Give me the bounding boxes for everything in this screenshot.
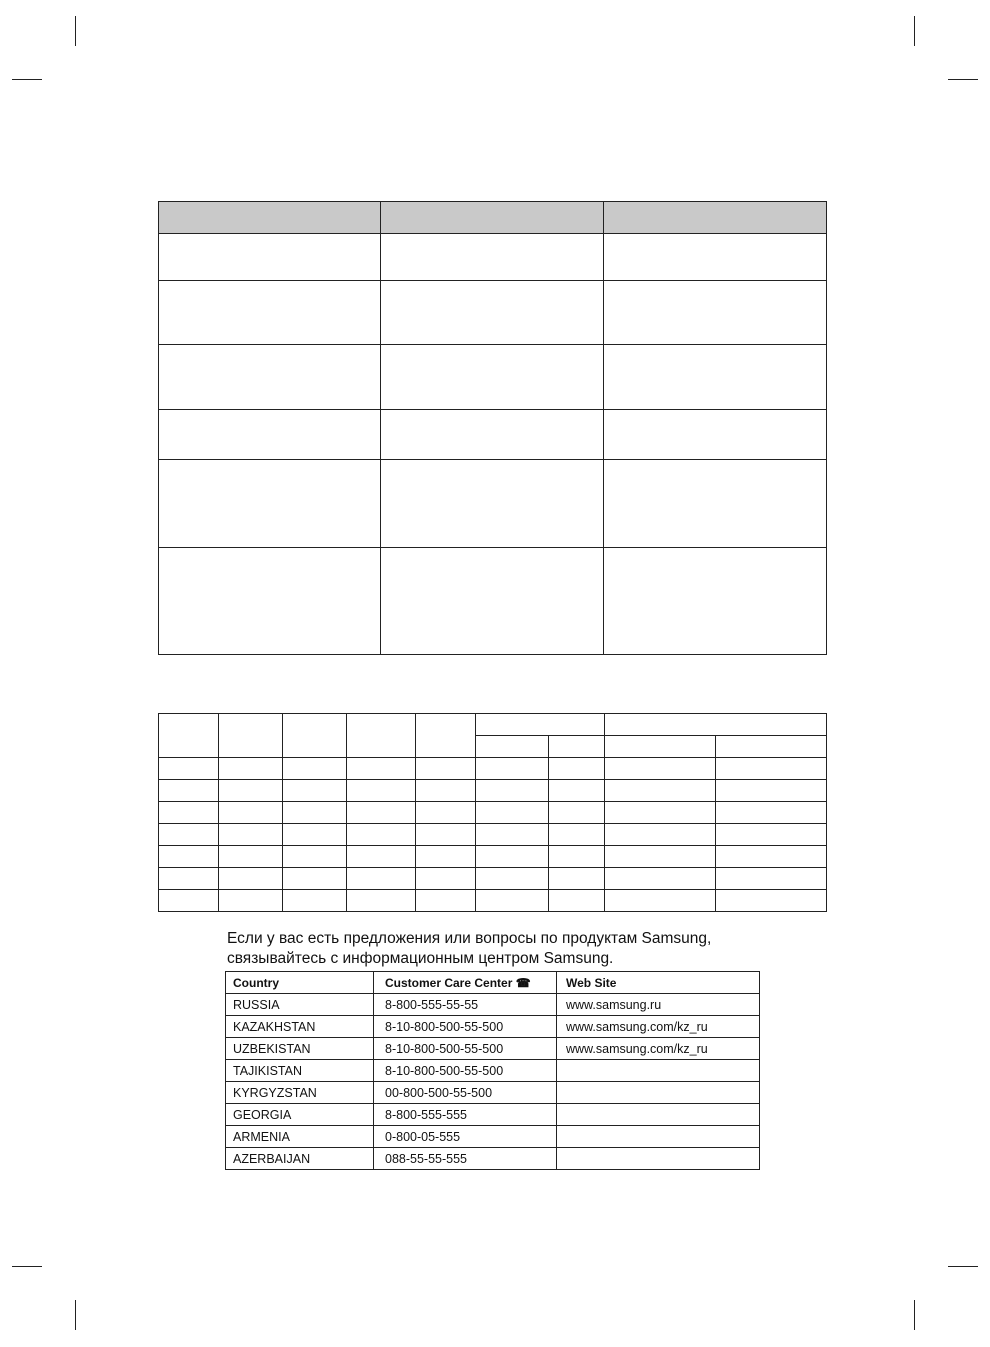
phone-cell: 8-800-555-55-55 (374, 994, 557, 1016)
phone-cell: 8-800-555-555 (374, 1104, 557, 1126)
crop-mark-top-right (914, 16, 915, 46)
phone-cell: 088-55-55-555 (374, 1148, 557, 1170)
country-cell: UZBEKISTAN (226, 1038, 374, 1060)
web-cell (557, 1148, 760, 1170)
phone-cell: 8-10-800-500-55-500 (374, 1016, 557, 1038)
country-cell: KAZAKHSTAN (226, 1016, 374, 1038)
crop-mark-top-right-h (948, 79, 978, 80)
customer-care-table (225, 971, 760, 1170)
phone-cell: 8-10-800-500-55-500 (374, 1038, 557, 1060)
crop-mark-top-left (75, 16, 76, 46)
intro-line-1: Если у вас есть предложения или вопросы по продуктам Samsung, (227, 930, 712, 947)
table-row (159, 890, 827, 912)
crop-mark-bottom-left (75, 1300, 76, 1330)
country-cell: KYRGYZSTAN (226, 1082, 374, 1104)
empty-grid-table-2 (158, 713, 827, 912)
table-row (159, 802, 827, 824)
web-link[interactable]: www.samsung.com/kz_ru (557, 1016, 760, 1038)
country-cell: GEORGIA (226, 1104, 374, 1126)
phone-cell: 00-800-500-55-500 (374, 1082, 557, 1104)
table-row (159, 281, 827, 345)
table-row (159, 758, 827, 780)
table-row (226, 1060, 760, 1082)
web-link[interactable]: www.samsung.com/kz_ru (557, 1038, 760, 1060)
table-row (159, 780, 827, 802)
crop-mark-bottom-right (914, 1300, 915, 1330)
table-row (159, 846, 827, 868)
table-row (159, 460, 827, 548)
web-link[interactable]: www.samsung.ru (557, 994, 760, 1016)
empty-grid-table-1 (158, 201, 827, 655)
crop-mark-bottom-left-h (12, 1266, 42, 1267)
table-header-row (159, 202, 827, 234)
crop-mark-bottom-right-h (948, 1266, 978, 1267)
table-row (226, 1126, 760, 1148)
care-center-header (374, 972, 557, 994)
country-cell: TAJIKISTAN (226, 1060, 374, 1082)
table-row (159, 868, 827, 890)
table-row (159, 824, 827, 846)
phone-icon: ☎ (515, 975, 531, 990)
table-row (159, 548, 827, 655)
web-cell (557, 1126, 760, 1148)
table-row (226, 1104, 760, 1126)
web-cell (557, 1104, 760, 1126)
web-cell (557, 1060, 760, 1082)
country-cell: RUSSIA (226, 994, 374, 1016)
web-cell (557, 1082, 760, 1104)
country-header: Country (226, 972, 374, 994)
intro-line-2: связывайтесь с информационным центром Samsung. (227, 950, 614, 967)
care-center-label: Customer Care Center (385, 975, 513, 990)
table-row (226, 1082, 760, 1104)
table-header-row (159, 714, 827, 736)
table-row (226, 1016, 760, 1038)
table-row (159, 345, 827, 410)
contact-intro-text (227, 929, 787, 969)
table-row (226, 1038, 760, 1060)
table-row (159, 234, 827, 281)
country-cell: ARMENIA (226, 1126, 374, 1148)
country-cell: AZERBAIJAN (226, 1148, 374, 1170)
phone-cell: 8-10-800-500-55-500 (374, 1060, 557, 1082)
table-row (159, 410, 827, 460)
crop-mark-top-left-h (12, 79, 42, 80)
web-site-header: Web Site (557, 972, 760, 994)
table-row (226, 994, 760, 1016)
table-row (226, 1148, 760, 1170)
phone-cell: 0-800-05-555 (374, 1126, 557, 1148)
contact-header-row (226, 972, 760, 994)
